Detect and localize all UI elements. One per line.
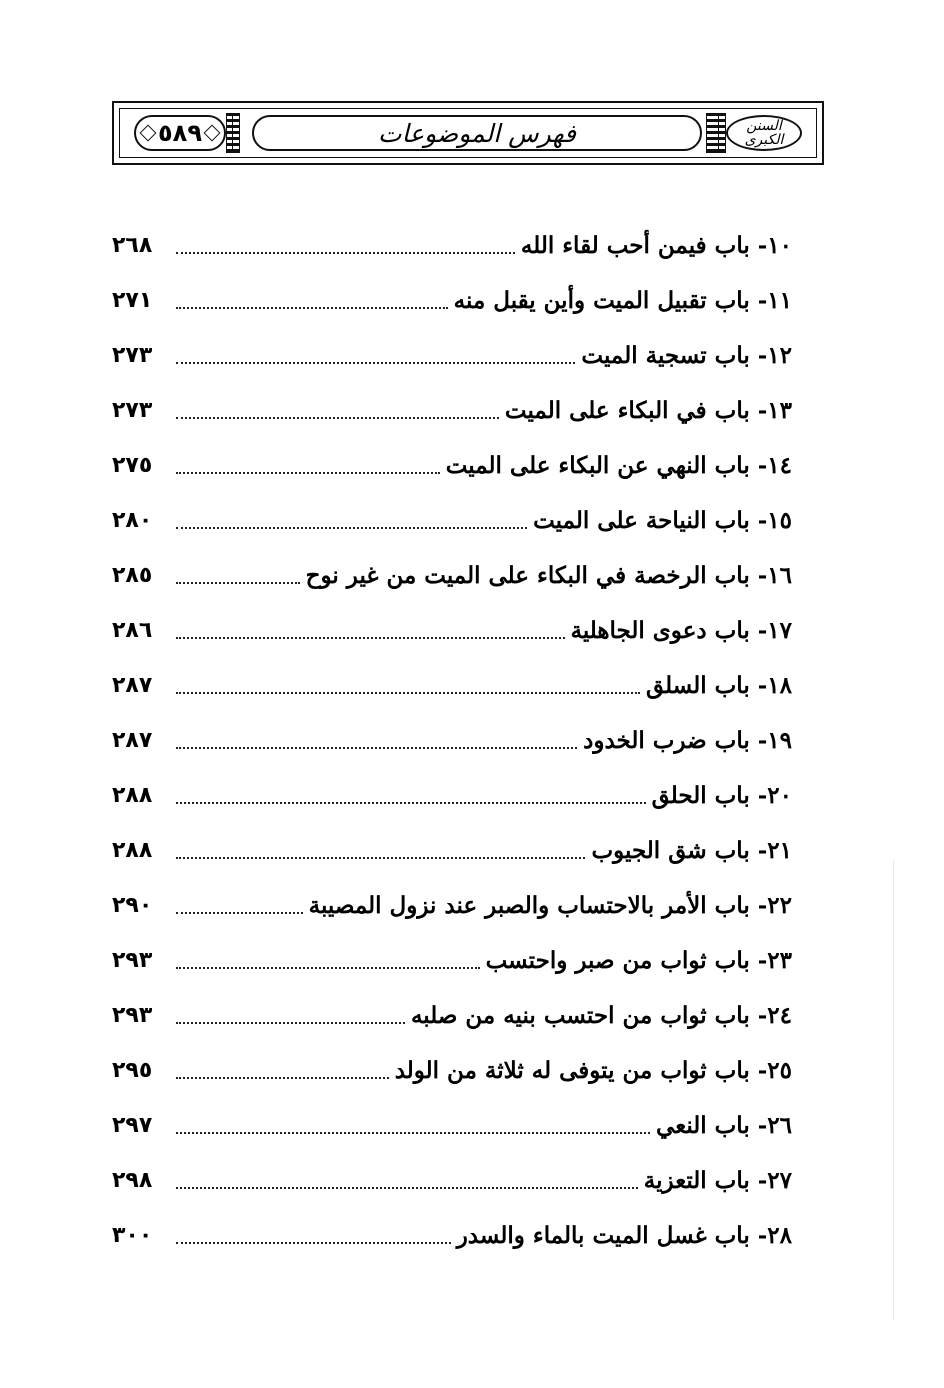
toc-entry-title: ٢٤- باب ثواب من احتسب بنيه من صلبه xyxy=(410,1002,792,1029)
toc-entry-title: ٢٦- باب النعي xyxy=(656,1112,792,1139)
toc-page-number: ٢٩٠ xyxy=(112,893,153,918)
toc-entry-title: ١٥- باب النياحة على الميت xyxy=(533,507,792,534)
toc-page-number: ٢٧٣ xyxy=(112,398,153,423)
toc-page-number: ٢٨٨ xyxy=(112,838,153,863)
dot-leader xyxy=(176,1076,389,1079)
toc-row xyxy=(112,700,792,755)
toc-row xyxy=(112,480,792,535)
toc-row xyxy=(112,645,792,700)
toc-entry-title: ١٤- باب النهي عن البكاء على الميت xyxy=(445,452,792,479)
toc-entry-title: ١٦- باب الرخصة في البكاء على الميت من غير نوح xyxy=(305,562,792,589)
dot-leader xyxy=(176,1131,650,1134)
toc-page-number: ٢٦٨ xyxy=(112,233,153,258)
ornament-band-right-2 xyxy=(718,113,726,153)
toc-page-number: ٢٨٦ xyxy=(112,618,153,643)
dot-leader xyxy=(176,251,515,254)
dot-leader xyxy=(176,526,527,529)
toc-entry-title: ٢٨- باب غسل الميت بالماء والسدر xyxy=(456,1222,792,1249)
toc-page-number: ٢٨٧ xyxy=(112,728,153,753)
dot-leader xyxy=(176,581,300,584)
toc-page-number: ٢٨٠ xyxy=(112,508,153,533)
toc-entry-title: ٢٥- باب ثواب من يتوفى له ثلاثة من الولد xyxy=(394,1057,792,1084)
dot-leader xyxy=(176,636,565,639)
toc-page-number: ٣٠٠ xyxy=(112,1223,153,1248)
toc-entry-title: ١٣- باب في البكاء على الميت xyxy=(504,397,792,424)
dot-leader xyxy=(176,691,640,694)
toc-entry-title: ١٠- باب فيمن أحب لقاء الله xyxy=(520,232,792,259)
toc-row xyxy=(112,755,792,810)
toc-entry-title: ٢١- باب شق الجيوب xyxy=(591,837,792,864)
page-header xyxy=(112,101,824,165)
toc-row xyxy=(112,205,792,260)
title-cartouche xyxy=(252,115,702,151)
logo-seal xyxy=(726,115,802,151)
toc-page-number: ٢٩٨ xyxy=(112,1168,153,1193)
toc-entry-title: ٢٢- باب الأمر بالاحتساب والصبر عند نزول المصيبة xyxy=(308,892,792,919)
dot-leader xyxy=(176,1241,451,1244)
toc-page-number: ٢٩٣ xyxy=(112,948,153,973)
dot-leader xyxy=(176,306,448,309)
diamond-ornament-icon xyxy=(140,125,157,142)
toc-row xyxy=(112,1030,792,1085)
header-inner-frame xyxy=(119,108,817,158)
dot-leader xyxy=(176,361,575,364)
logo-seal-text: السنن الكبرى xyxy=(744,118,784,148)
toc-row xyxy=(112,425,792,480)
toc-entry-title: ٢٣- باب ثواب من صبر واحتسب xyxy=(485,947,792,974)
toc-entry-title: ١٨- باب السلق xyxy=(645,672,792,699)
toc-row xyxy=(112,920,792,975)
dot-leader xyxy=(176,1021,405,1024)
ornament-band-left-2 xyxy=(232,113,240,153)
dot-leader xyxy=(176,801,646,804)
dot-leader xyxy=(176,856,585,859)
toc-row xyxy=(112,535,792,590)
toc-page-number: ٢٩٥ xyxy=(112,1058,153,1083)
toc-page-number: ٢٧٥ xyxy=(112,453,153,478)
toc-page-number: ٢٨٧ xyxy=(112,673,153,698)
toc-entry-title: ١٩- باب ضرب الخدود xyxy=(583,727,792,754)
toc-entry-title: ٢٧- باب التعزية xyxy=(643,1167,792,1194)
toc-entry-title: ١٢- باب تسجية الميت xyxy=(581,342,792,369)
table-of-contents xyxy=(112,205,792,1250)
toc-row xyxy=(112,975,792,1030)
page-number: ٥٨٩ xyxy=(158,119,202,147)
running-title: فهرس الموضوعات xyxy=(378,118,576,148)
toc-page-number: ٢٩٣ xyxy=(112,1003,153,1028)
toc-page-number: ٢٩٧ xyxy=(112,1113,153,1138)
dot-leader xyxy=(176,746,577,749)
toc-entry-title: ١١- باب تقبيل الميت وأين يقبل منه xyxy=(453,287,792,314)
toc-row xyxy=(112,260,792,315)
toc-row xyxy=(112,810,792,865)
page-number-cartouche xyxy=(134,115,226,151)
toc-row xyxy=(112,1195,792,1250)
toc-entry-title: ٢٠- باب الحلق xyxy=(651,782,792,809)
dot-leader xyxy=(176,1186,638,1189)
diamond-ornament-icon xyxy=(204,125,221,142)
toc-row xyxy=(112,1140,792,1195)
toc-row xyxy=(112,370,792,425)
margin-rule xyxy=(893,860,894,1320)
toc-entry-title: ١٧- باب دعوى الجاهلية xyxy=(570,617,792,644)
toc-page-number: ٢٧١ xyxy=(112,288,153,313)
toc-row xyxy=(112,1085,792,1140)
toc-page-number: ٢٨٥ xyxy=(112,563,153,588)
dot-leader xyxy=(176,966,480,969)
toc-page-number: ٢٨٨ xyxy=(112,783,153,808)
dot-leader xyxy=(176,911,303,914)
toc-row xyxy=(112,865,792,920)
toc-row xyxy=(112,315,792,370)
toc-row xyxy=(112,590,792,645)
dot-leader xyxy=(176,416,499,419)
toc-page-number: ٢٧٣ xyxy=(112,343,153,368)
dot-leader xyxy=(176,471,440,474)
